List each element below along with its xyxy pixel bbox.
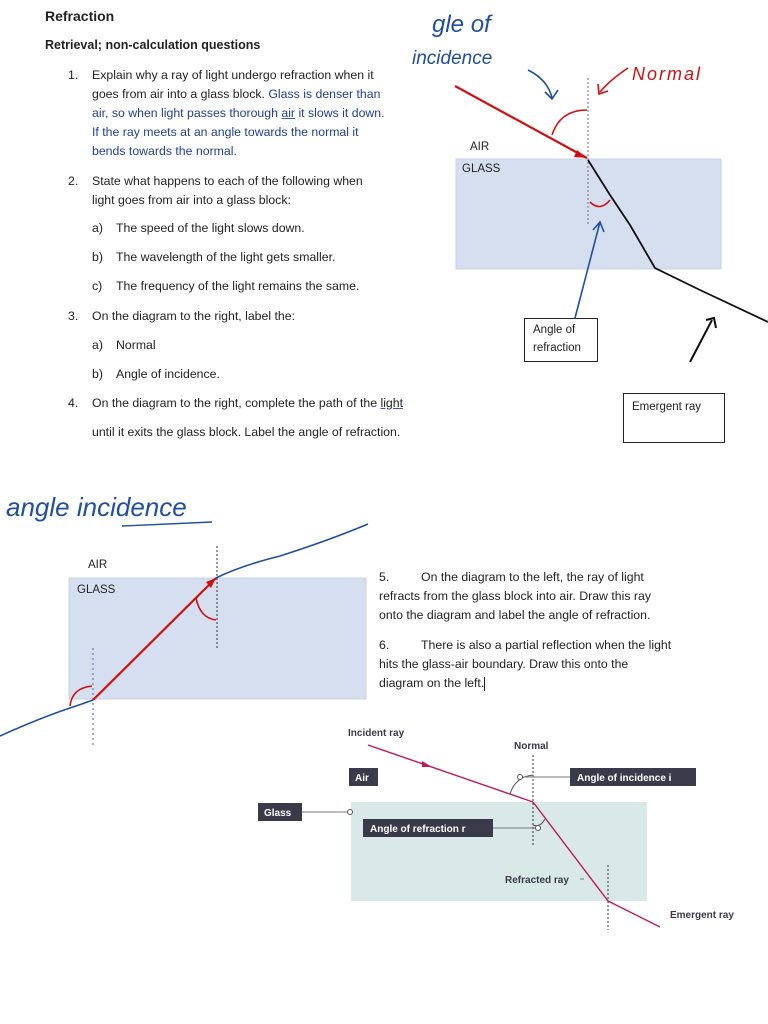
d2-handwriting-underline — [122, 522, 212, 526]
d3-glass-label: Glass — [264, 808, 292, 819]
d3-normal-label: Normal — [514, 741, 549, 752]
q4-light: light — [380, 396, 404, 410]
q3a-text: Normal — [116, 338, 156, 352]
q1-answer-part5: bends towards the normal. — [92, 144, 237, 158]
text-cursor — [484, 677, 485, 691]
d1-air-label: AIR — [470, 141, 490, 153]
d1-handwriting-incidence-1: gle of — [432, 11, 491, 38]
q2a-label: a) — [92, 221, 103, 235]
q1-answer-part2: air, so when light passes thorough — [92, 106, 282, 120]
d1-handwriting-incidence-2: incidence — [412, 48, 493, 69]
q3a-label: a) — [92, 338, 103, 352]
q6-text2: hits the glass-air boundary. Draw this onto the — [379, 657, 629, 671]
q2b-text: The wavelength of the light gets smaller. — [116, 250, 336, 264]
d3-angle-incidence-label: Angle of incidence i — [577, 773, 672, 784]
q5-text1: On the diagram to the left, the ray of light — [421, 570, 644, 584]
q4-line1: On the diagram to the right, complete the path of the — [92, 396, 381, 410]
diagram-3 — [0, 715, 768, 945]
q3b-text: Angle of incidence. — [116, 367, 220, 381]
question-5 — [379, 568, 729, 625]
q1-number: 1. — [68, 68, 79, 82]
d1-incidence-arc — [552, 110, 587, 135]
d3-leader-glass-dot — [348, 810, 353, 815]
d1-emergent-label: Emergent ray — [632, 401, 702, 413]
q1-line2: goes from air into a glass block. — [92, 87, 269, 101]
d3-glass-block — [351, 802, 647, 901]
q4-line2: until it exits the glass block. Label the angle of refraction. — [92, 425, 401, 439]
q5-text3: onto the diagram and label the angle of refraction. — [379, 608, 651, 622]
q6-number: 6. — [379, 638, 390, 652]
q3-line1: On the diagram to the right, label the: — [92, 309, 296, 323]
d2-air-label: AIR — [88, 559, 108, 571]
d1-glass-label: GLASS — [462, 163, 501, 175]
question-6 — [379, 636, 729, 693]
d1-angle-refraction-box — [524, 318, 598, 362]
q5-text2: refracts from the glass block into air. Draw this ray — [379, 589, 651, 603]
q6-text1: There is also a partial reflection when the light — [421, 638, 672, 652]
d1-emergent-box — [623, 393, 725, 443]
d2-emergent-ray — [216, 524, 368, 578]
d2-glass-label: GLASS — [77, 584, 116, 596]
d3-incident-ray-label: Incident ray — [348, 728, 405, 739]
d1-angle-refraction-line1: Angle of — [533, 324, 576, 336]
page-title: Refraction — [45, 8, 115, 24]
d3-angle-refraction-label: Angle of refraction r — [370, 824, 466, 835]
q1-answer-air: air — [281, 106, 296, 120]
q2-line2: light goes from air into a glass block: — [92, 193, 291, 207]
d3-leader-incidence-dot — [518, 775, 523, 780]
d3-air-label: Air — [355, 773, 369, 784]
q2c-label: c) — [92, 279, 103, 293]
q1-answer-part4: If the ray meets at an angle towards the normal it — [92, 125, 359, 139]
q3b-label: b) — [92, 367, 103, 381]
d3-incident-ray — [368, 745, 533, 802]
q4-number: 4. — [68, 396, 79, 410]
q3-number: 3. — [68, 309, 79, 323]
d3-emergent-ray-label: Emergent ray — [670, 910, 734, 921]
q2b-label: b) — [92, 250, 103, 264]
q6-text3: diagram on the left. — [379, 676, 485, 690]
q2c-text: The frequency of the light remains the same. — [116, 279, 360, 293]
d1-handwriting-normal: Normal — [632, 64, 703, 84]
d3-leader-refraction-dot — [536, 826, 541, 831]
q1-answer-part1: Glass is denser than — [268, 87, 381, 101]
page-subtitle: Retrieval; non-calculation questions — [45, 38, 261, 52]
d1-incidence-pointer — [528, 70, 552, 98]
d2-handwriting: angle incidence — [6, 492, 187, 522]
q1-answer-part3: it slows it down. — [295, 106, 385, 120]
q2-line1: State what happens to each of the following when — [92, 174, 363, 188]
d3-emergent-ray — [608, 901, 660, 927]
q1-line1: Explain why a ray of light undergo refraction when it — [92, 68, 374, 82]
q5-number: 5. — [379, 570, 390, 584]
d1-angle-refraction-line2: refraction — [533, 342, 581, 354]
d3-refracted-ray-label: Refracted ray — [505, 875, 569, 886]
d1-emergent-pointer — [690, 320, 712, 362]
q2-number: 2. — [68, 174, 79, 188]
d1-normal-pointer — [600, 68, 628, 92]
q2a-text: The speed of the light slows down. — [116, 221, 305, 235]
